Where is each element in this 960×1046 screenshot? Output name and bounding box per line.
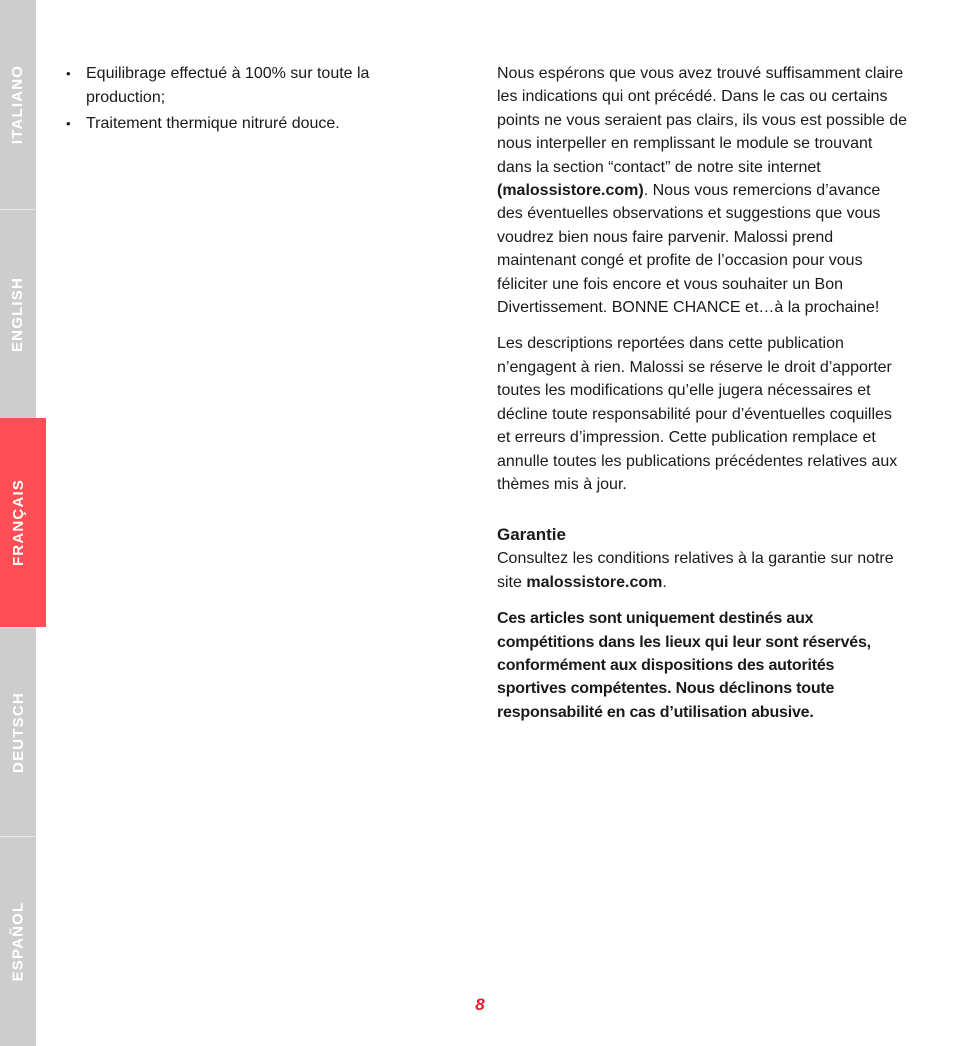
intro-text-before: Nous espérons que vous avez trouvé suffisamment claire les indications qui ont précédé. Dans le cas ou certains points ne vous seraient pas clairs, ils vous est possible de nous interpeller en remplissant le module se trouvant dans la section “contact” de notre site internet bbox=[497, 65, 907, 176]
tab-deutsch[interactable] bbox=[0, 627, 36, 837]
tab-italiano[interactable] bbox=[0, 0, 36, 209]
intro-text-after: . Nous vous remercions d’avance des éventuelles observations et suggestions que vous voudrez bien nous faire parvenir. Malossi prend maintenant congé et profite de l’occasion pour vous féliciter une fois encore et vous souhaiter un Bon Divertissement. BONNE CHANCE et…à la prochaine! bbox=[497, 182, 881, 317]
warranty-text-before: Consultez les conditions relatives à la garantie sur notre site bbox=[497, 550, 894, 591]
closing-text-column bbox=[497, 62, 907, 737]
competition-disclaimer: Ces articles sont uniquement destinés aux compétitions dans les lieux qui leur sont réservés, conformément aux dispositions des autorités sportives compétentes. Nous déclinons toute responsabilité en cas d’utilisation abusive. bbox=[497, 610, 871, 721]
tab-francais-label: FRANÇAIS bbox=[10, 478, 28, 567]
warranty-heading: Garantie bbox=[497, 525, 566, 545]
bullet-item: • Traitement thermique nitruré douce. bbox=[60, 112, 440, 136]
bullet-item: • Equilibrage effectué à 100% sur toute la production; bbox=[60, 62, 440, 109]
feature-bullet-list bbox=[60, 62, 440, 136]
descriptions-paragraph: Les descriptions reportées dans cette publication n’engagent à rien. Malossi se réserve le droit d’apporter toutes les modifications qu’elle jugera nécessaires et décline toute responsabilité pour d’éventuelles coquilles et erreurs d’impression. Cette publication remplace et annulle toutes les publications précédentes relatives aux thèmes mis à jour. bbox=[497, 335, 898, 493]
warranty-section bbox=[497, 523, 907, 594]
intro-paragraph bbox=[497, 62, 907, 319]
feature-list-column bbox=[60, 62, 440, 139]
website-link[interactable]: (malossistore.com) bbox=[497, 182, 644, 200]
warranty-paragraph bbox=[497, 547, 907, 594]
tab-english-label: ENGLISH bbox=[9, 276, 27, 353]
warranty-link[interactable]: malossistore.com bbox=[526, 573, 663, 591]
page-number: 8 bbox=[475, 995, 485, 1014]
language-sidebar bbox=[0, 0, 36, 1046]
tab-espanol-label: ESPAÑOL bbox=[9, 901, 27, 982]
warranty-text-after: . bbox=[662, 573, 667, 591]
tab-deutsch-label: DEUTSCH bbox=[9, 692, 27, 773]
tab-francais[interactable] bbox=[0, 418, 46, 627]
tab-english[interactable] bbox=[0, 209, 36, 419]
tab-italiano-label: ITALIANO bbox=[9, 64, 27, 145]
